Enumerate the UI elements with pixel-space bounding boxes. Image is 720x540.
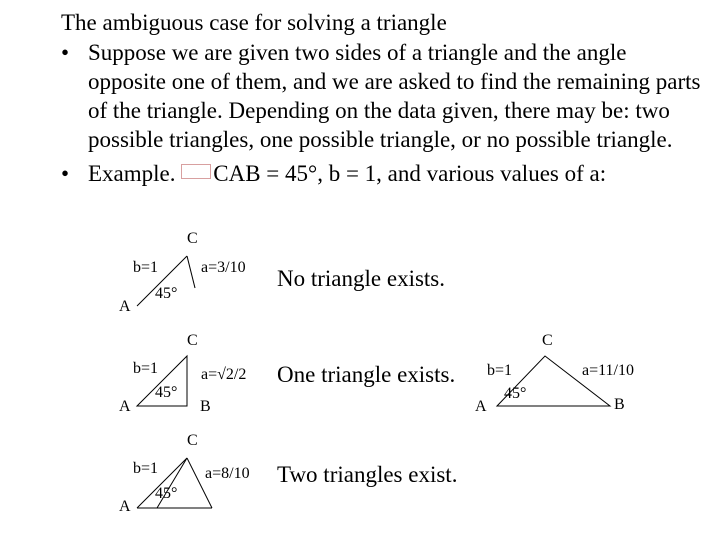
slide-title: The ambiguous case for solving a triangle [61, 10, 447, 35]
vertex-c-label: C [187, 332, 198, 349]
bullet-dot: • [61, 40, 70, 65]
side-a-label: a=8/10 [205, 465, 250, 482]
bullet-dot: • [61, 161, 70, 186]
side-a-label: a=3/10 [201, 259, 246, 276]
result-two-triangles: Two triangles exist. [277, 462, 458, 487]
result-no-triangle: No triangle exists. [277, 266, 445, 291]
result-one-triangle: One triangle exists. [277, 362, 456, 387]
vertex-c-label: C [542, 332, 553, 349]
bullet-text: Suppose we are given two sides of a triangle and the angle opposite one of them, and we are asked to find the remaining parts of the triangle. Depending on the data given, there may be: two possible triangles, one possible triangle, or no possible triangle. [88, 40, 701, 152]
angle-label: 45° [155, 384, 178, 401]
vertex-c-label: C [187, 230, 198, 247]
angle-label: 45° [504, 385, 527, 402]
side-a-line [187, 256, 195, 288]
side-b-label: b=1 [133, 460, 159, 477]
vertex-a-label: A [119, 498, 131, 515]
side-a-label: a=11/10 [582, 362, 634, 379]
angle-label: 45° [155, 285, 178, 302]
vertex-a-label: A [119, 398, 131, 415]
vertex-a-label: A [475, 398, 487, 415]
side-b-label: b=1 [133, 259, 159, 276]
vertex-a-label: A [119, 298, 131, 315]
example-text: CAB = 45°, b = 1, and various values of a: [213, 161, 607, 186]
vertex-b-label: B [200, 398, 211, 415]
vertex-c-label: C [187, 432, 198, 449]
side-b-label: b=1 [133, 360, 159, 377]
vertex-b-label: B [614, 396, 625, 413]
angle-label: 45° [155, 485, 178, 502]
side-b-label: b=1 [487, 362, 513, 379]
side-a-label: a=√2/2 [201, 366, 247, 383]
example-prefix: Example. [88, 161, 176, 186]
